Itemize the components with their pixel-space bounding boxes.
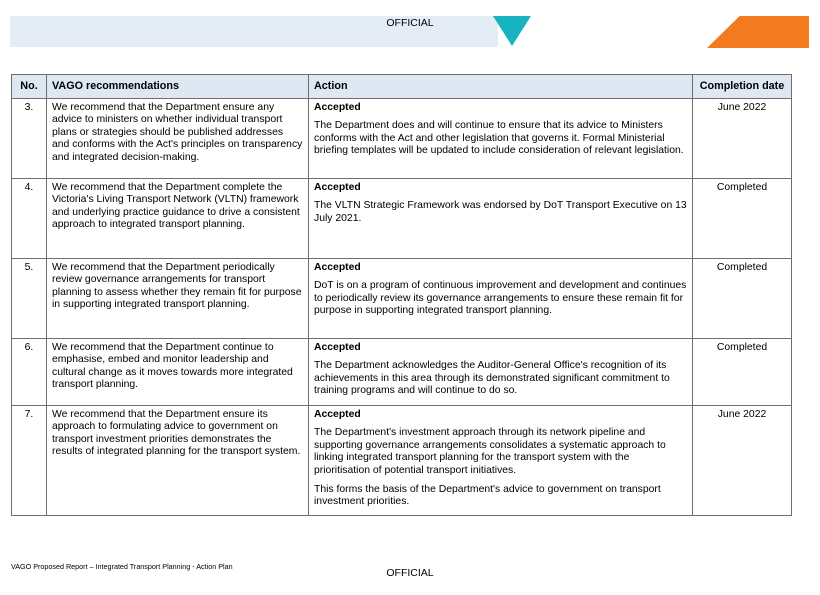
action-text: This forms the basis of the Department's advice to government on transport investment priorities.	[314, 483, 661, 508]
completion-date: Completed	[693, 338, 792, 405]
recommendation-text: We recommend that the Department continue to emphasise, embed and monitor leadership and cultural change as it moves towards more integrated transport planning.	[47, 338, 309, 405]
footer-document-title: VAGO Proposed Report – Integrated Transport Planning - Action Plan	[11, 562, 233, 571]
completion-date: June 2022	[693, 98, 792, 178]
action-text: The VLTN Strategic Framework was endorsed by DoT Transport Executive on 13 July 2021.	[314, 200, 687, 224]
table-row	[12, 258, 792, 338]
completion-date: June 2022	[693, 405, 792, 515]
action-cell	[309, 258, 693, 338]
action-cell	[309, 405, 693, 515]
action-text: The Department's investment approach through its network pipeline and supporting governance arrangements consolidates a systematic approach to linking integrated transport planning for the transport system with the prioritisation of potential transport initiatives.	[314, 427, 666, 476]
action-cell	[309, 338, 693, 405]
action-status: Accepted	[314, 261, 361, 273]
action-status: Accepted	[314, 341, 361, 353]
recommendation-text: We recommend that the Department ensure any advice to ministers on whether individual transport plans or strategies should be published addresses and conforms with the Act's principles on transparency and integrated decision-making.	[47, 98, 309, 178]
action-status: Accepted	[314, 101, 361, 113]
table-row	[12, 98, 792, 178]
action-cell	[309, 178, 693, 258]
teal-triangle-decoration	[493, 16, 531, 46]
action-status: Accepted	[314, 181, 361, 193]
action-status: Accepted	[314, 408, 361, 420]
recommendation-text: We recommend that the Department periodically review governance arrangements for transport planning to assess whether they remain fit for purpose in supporting integrated transport planning.	[47, 258, 309, 338]
column-header-recommendations: VAGO recommendations	[47, 75, 309, 99]
action-text: DoT is on a program of continuous improvement and development and continues to periodically review its governance arrangements to ensure these remain fit for purpose in supporting integrated transport planning.	[314, 280, 687, 317]
completion-date: Completed	[693, 178, 792, 258]
row-number: 7.	[12, 405, 47, 515]
row-number: 4.	[12, 178, 47, 258]
row-number: 3.	[12, 98, 47, 178]
table-header-row	[12, 75, 792, 99]
completion-date: Completed	[693, 258, 792, 338]
recommendation-text: We recommend that the Department complete the Victoria's Living Transport Network (VLTN) framework and underlying practice guidance to drive a consistent approach to integrated transport planning.	[47, 178, 309, 258]
orange-corner-decoration	[707, 16, 809, 48]
header-classification: OFFICIAL	[386, 17, 434, 29]
row-number: 6.	[12, 338, 47, 405]
table-row	[12, 178, 792, 258]
column-header-completion-date: Completion date	[693, 75, 792, 99]
recommendation-text: We recommend that the Department ensure its approach to formulating advice to government on transport investment priorities demonstrates the results of integrated planning for the transport system.	[47, 405, 309, 515]
row-number: 5.	[12, 258, 47, 338]
action-text: The Department acknowledges the Auditor-General Office's recognition of its achievements in this area through its demonstrated significant commitment to training programs and will continue to do so.	[314, 360, 670, 397]
footer-classification: OFFICIAL	[386, 567, 434, 579]
table-row	[12, 338, 792, 405]
action-plan-table	[11, 74, 792, 516]
column-header-action: Action	[309, 75, 693, 99]
action-text: The Department does and will continue to ensure that its advice to Ministers conforms with the Act and other legislation that governs it. Formal Ministerial briefing templates will be updated to include consideration of relevant legislation.	[314, 120, 684, 157]
column-header-number: No.	[12, 75, 47, 99]
table-row	[12, 405, 792, 515]
action-cell	[309, 98, 693, 178]
